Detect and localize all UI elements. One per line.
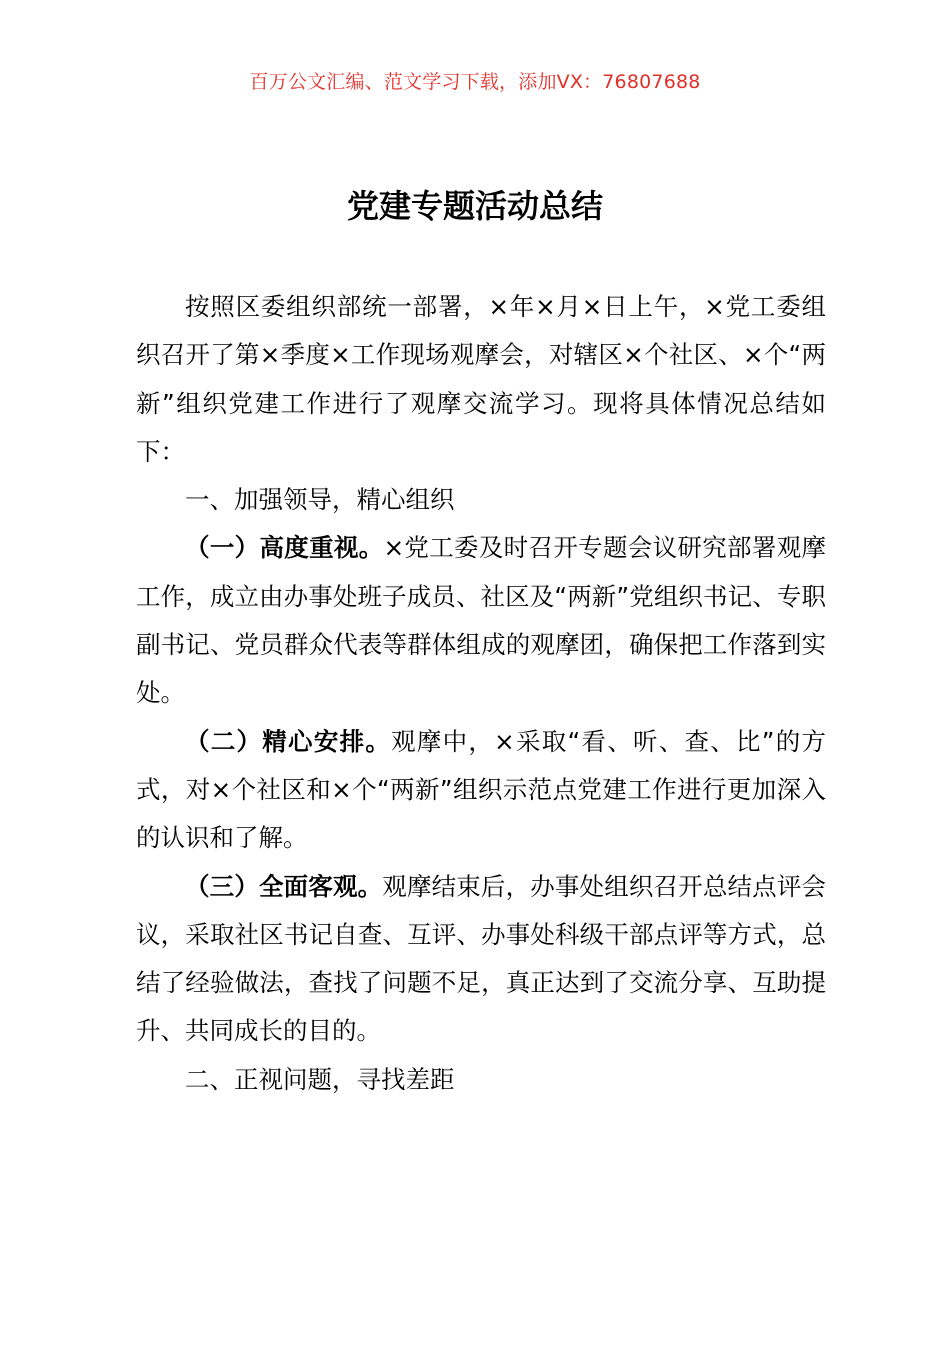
subsection-paragraph-1 (136, 524, 826, 717)
subsection-text-3: 观摩结束后，办事处组织召开总结点评会议，采取社区书记自查、互评、办事处科级干部点评等方式，总结了经验做法，查找了问题不足，真正达到了交流分享、互助提升、共同成长的目的。 (136, 871, 826, 1046)
header-contact-note: 百万公文汇编、范文学习下载，添加VX：76807688 (249, 71, 701, 93)
subsection-lead-2: （二）精心安排。 (185, 726, 392, 756)
document-body (136, 283, 826, 1104)
section-heading-1: 一、加强领导，精心组织 (185, 485, 455, 515)
subsection-paragraph-3 (136, 863, 826, 1056)
subsection-text-2: 观摩中，×采取“看、听、查、比”的方式，对×个社区和×个“两新”组织示范点党建工作进行更加深入的认识和了解。 (136, 726, 826, 853)
subsection-paragraph-2 (136, 718, 826, 863)
section-heading-2: 二、正视问题，寻找差距 (185, 1064, 455, 1094)
subsection-lead-3: （三）全面客观。 (185, 871, 383, 901)
document-title: 党建专题活动总结 (346, 187, 603, 225)
subsection-text-1: ×党工委及时召开专题会议研究部署观摩工作，成立由办事处班子成员、社区及“两新”党组织书记、专职副书记、党员群众代表等群体组成的观摩团，确保把工作落到实处。 (136, 533, 827, 708)
subsection-lead-1: （一）高度重视。 (185, 533, 384, 563)
intro-paragraph: 按照区委组织部统一部署，×年×月×日上午，×党工委组织召开了第×季度×工作现场观摩会，对辖区×个社区、×个“两新”组织党建工作进行了观摩交流学习。现将具体情况总结如下： (136, 292, 826, 466)
